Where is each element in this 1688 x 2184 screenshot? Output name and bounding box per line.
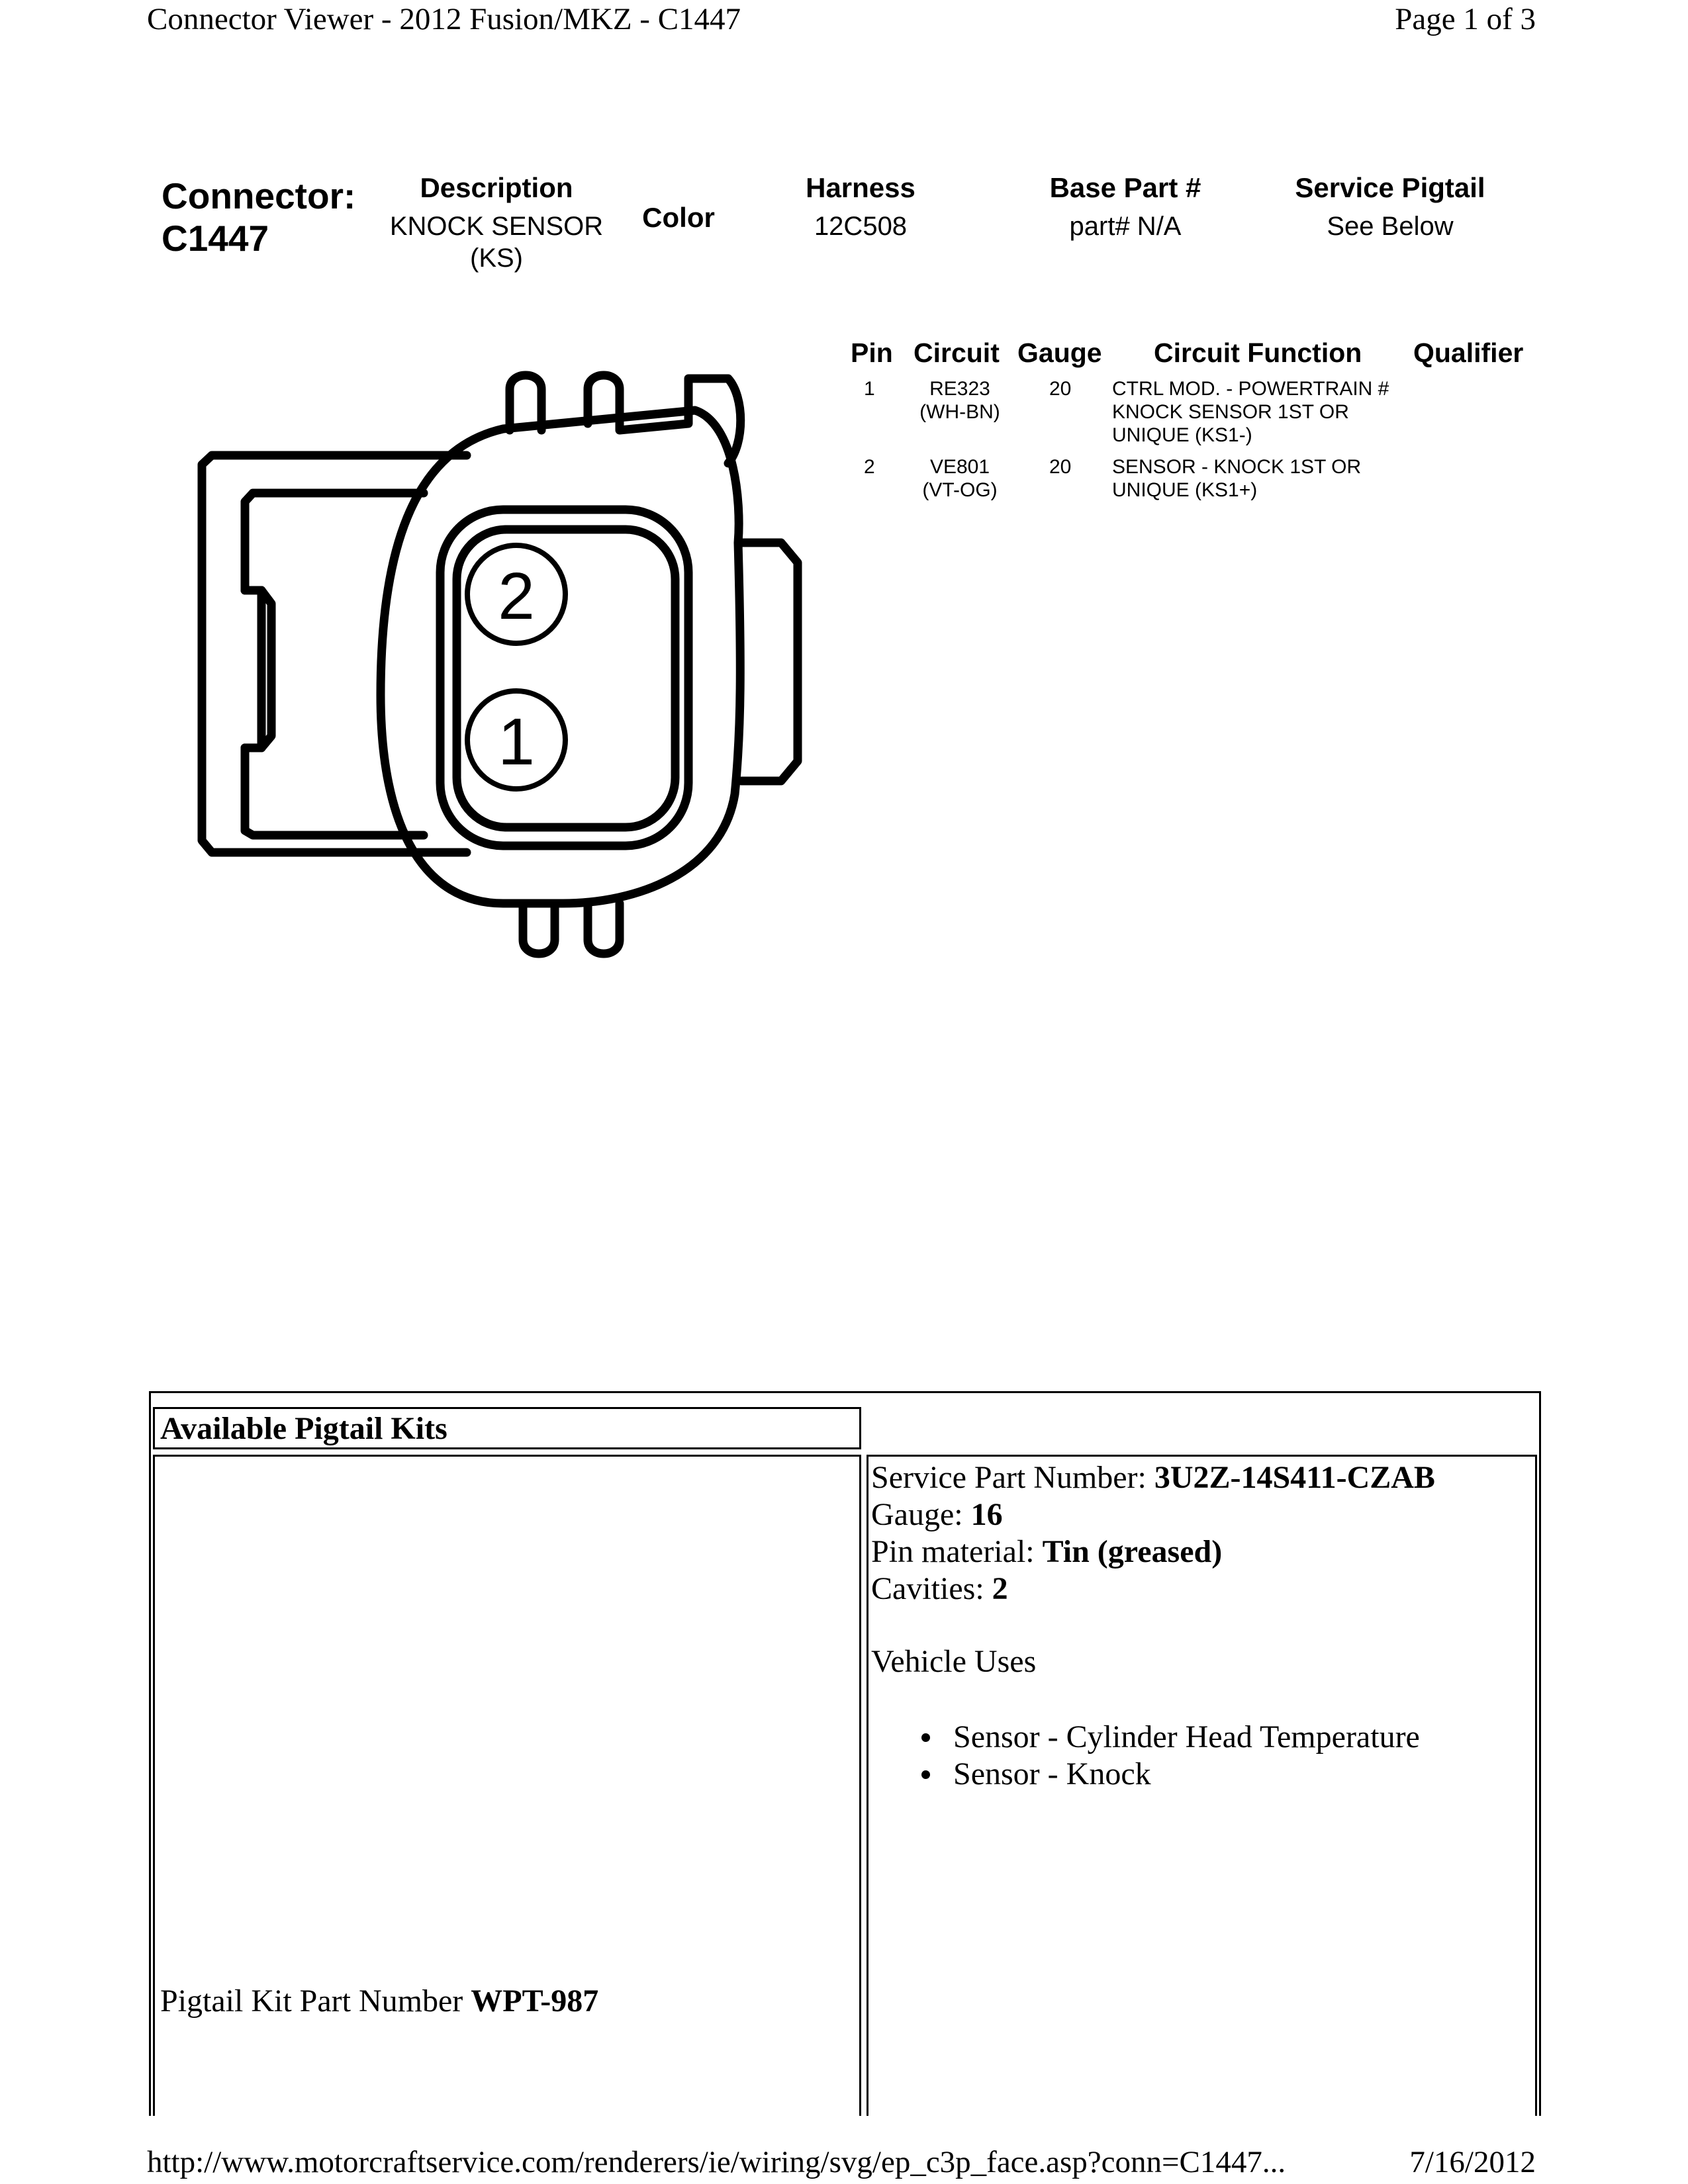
cavities-line [871, 1570, 1435, 1608]
harness-value: 12C508 [814, 212, 908, 241]
pigtail-title-cell [153, 1407, 861, 1449]
pigtail-details [871, 1459, 1435, 1793]
description-value-line1: KNOCK SENSOR [389, 212, 604, 241]
gauge-value: 16 [970, 1497, 1003, 1532]
base-part-header: Base Part # [1049, 172, 1201, 203]
service-part-value: 3U2Z-14S411-CZAB [1154, 1460, 1435, 1495]
connector-id: C1447 [162, 218, 269, 259]
row2-function-line1: SENSOR - KNOCK 1ST OR [1112, 456, 1362, 478]
harness-header: Harness [806, 172, 915, 203]
row1-pin: 1 [864, 378, 875, 400]
row1-gauge: 20 [1049, 378, 1072, 400]
service-pigtail-header: Service Pigtail [1295, 172, 1485, 203]
footer-url[interactable]: http://www.motorcraftservice.com/renderers/ie/wiring/svg/ep_c3p_face.asp?conn=C1447... [147, 2145, 1286, 2179]
document-title: Connector Viewer - 2012 Fusion/MKZ - C1447 [147, 2, 741, 36]
vehicle-uses-label: Vehicle Uses [871, 1644, 1037, 1679]
color-header: Color [642, 202, 715, 233]
base-part-value: part# N/A [1069, 212, 1182, 241]
list-item: Sensor - Cylinder Head Temperature [911, 1719, 1435, 1756]
gauge-label: Gauge: [871, 1497, 971, 1532]
pin-material-value: Tin (greased) [1042, 1534, 1223, 1569]
connector-face-diagram [0, 0, 861, 993]
row2-wire-color: (VT-OG) [922, 479, 998, 501]
footer-date: 7/16/2012 [1409, 2145, 1536, 2179]
row1-circuit-id: RE323 [929, 378, 990, 400]
circuit-header: Circuit [914, 338, 1000, 368]
row1-function-line3: UNIQUE (KS1-) [1112, 424, 1252, 446]
row2-circuit [907, 455, 1013, 502]
service-pigtail-value: See Below [1327, 212, 1454, 241]
cavities-value: 2 [992, 1571, 1008, 1606]
pin-2-label: 2 [498, 559, 535, 633]
row2-circuit-id: VE801 [929, 456, 990, 478]
row1-function-line2: KNOCK SENSOR 1ST OR [1112, 401, 1349, 423]
qualifier-header: Qualifier [1413, 338, 1524, 368]
row2-function-line2: UNIQUE (KS1+) [1112, 479, 1258, 501]
list-item: Sensor - Knock [911, 1756, 1435, 1793]
pin-header: Pin [851, 338, 893, 368]
pigtail-kit-value: WPT-987 [471, 1983, 599, 2019]
pin-material-label: Pin material: [871, 1534, 1043, 1569]
row1-circuit [907, 377, 1013, 424]
row1-function-line1: CTRL MOD. - POWERTRAIN # [1112, 378, 1389, 400]
page-number: Page 1 of 3 [1395, 2, 1536, 36]
pigtail-title: Available Pigtail Kits [160, 1411, 447, 1446]
pigtail-image-cell [153, 1455, 861, 2116]
pigtail-kit-number [160, 1983, 598, 2020]
row1-wire-color: (WH-BN) [919, 401, 1000, 423]
pin-1-label: 1 [498, 705, 535, 779]
row1-function [1112, 377, 1389, 447]
pigtail-details-cell [867, 1455, 1537, 2116]
row2-gauge: 20 [1049, 456, 1072, 478]
service-part-label: Service Part Number: [871, 1460, 1154, 1495]
cavity-outer-wall [440, 510, 688, 846]
connector-bottom-keys [523, 903, 620, 954]
vehicle-uses-list [911, 1719, 1435, 1793]
connector-label-line1: Connector: [162, 175, 356, 216]
cavities-label: Cavities: [871, 1571, 992, 1606]
circuit-function-header: Circuit Function [1154, 338, 1362, 368]
gauge-header: Gauge [1017, 338, 1102, 368]
row2-function [1112, 455, 1361, 502]
pin-material-line [871, 1533, 1435, 1570]
description-value-line2: (KS) [470, 244, 523, 273]
service-part-line [871, 1459, 1435, 1496]
gauge-line [871, 1496, 1435, 1533]
row2-pin: 2 [864, 456, 875, 478]
connector-right-tab [741, 543, 798, 781]
description-header: Description [420, 172, 573, 203]
pigtail-kit-label: Pigtail Kit Part Number [160, 1983, 471, 2019]
